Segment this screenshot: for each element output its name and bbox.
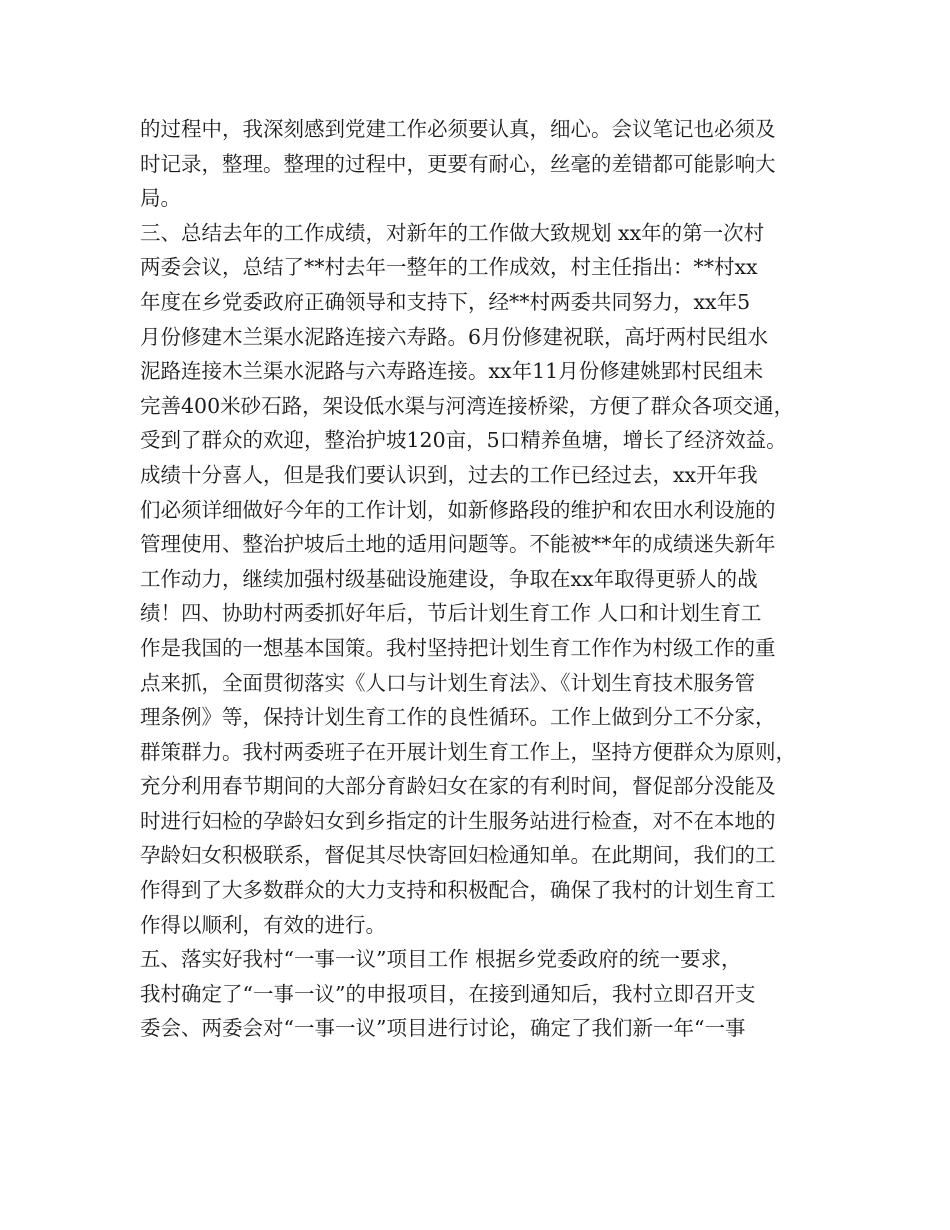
- text-line-6: 年度在乡党委政府正确领导和支持下，经**村两委共同努力，xx年5: [140, 289, 751, 314]
- body-text: [140, 112, 840, 1046]
- text-line-27: 委会、两委会对“一事一议”项目进行讨论，确定了我们新一年“一事: [140, 1016, 746, 1041]
- text-line-9: 完善400米砂石路，架设低水渠与河湾连接桥梁，方便了群众各项交通，: [140, 393, 795, 418]
- text-line-23: 作得到了大多数群众的大力支持和积极配合，确保了我村的计划生育工: [140, 878, 776, 903]
- text-line-18: 理条例》等，保持计划生育工作的良性循环。工作上做到分工不分家，: [140, 705, 776, 730]
- text-line-11: 成绩十分喜人，但是我们要认识到，过去的工作已经过去，xx开年我: [140, 462, 758, 487]
- text-line-2: 时记录，整理。整理的过程中，更要有耐心，丝毫的差错都可能影响大: [140, 151, 776, 176]
- text-line-12: 们必须详细做好今年的工作计划，如新修路段的维护和农田水利设施的: [140, 497, 776, 522]
- text-line-16: 作是我国的一想基本国策。我村坚持把计划生育工作作为村级工作的重: [140, 635, 776, 660]
- text-line-26: 我村确定了“一事一议”的申报项目，在接到通知后，我村立即召开支: [140, 981, 756, 1006]
- text-line-19: 群策群力。我村两委班子在开展计划生育工作上，坚持方便群众为原则，: [140, 739, 796, 764]
- text-line-25: 五、落实好我村“一事一议”项目工作 根据乡党委政府的统一要求，: [140, 947, 742, 972]
- text-line-17: 点来抓，全面贯彻落实《人口与计划生育法》、《计划生育技术服务管: [140, 670, 755, 695]
- text-line-4: 三、总结去年的工作成绩，对新年的工作做大致规划 xx年的第一次村: [140, 220, 765, 245]
- text-line-3: 局。: [140, 186, 181, 211]
- text-line-1: 的过程中，我深刻感到党建工作必须要认真，细心。会议笔记也必须及: [140, 117, 776, 141]
- text-line-22: 孕龄妇女积极联系，督促其尽快寄回妇检通知单。在此期间，我们的工: [140, 843, 776, 868]
- text-line-14: 工作动力，继续加强村级基础设施建设，争取在xx年取得更骄人的战: [140, 566, 758, 591]
- text-line-20: 充分利用春节期间的大部分育龄妇女在家的有利时间，督促部分没能及: [140, 774, 776, 799]
- text-line-7: 月份修建木兰渠水泥路连接六寿路。6月份修建祝联，高圩两村民组水: [140, 324, 769, 349]
- text-line-13: 管理使用、整治护坡后土地的适用问题等。不能被**年的成绩迷失新年: [140, 532, 776, 557]
- text-line-10: 受到了群众的欢迎，整治护坡120亩，5口精养鱼塘，增长了经济效益。: [140, 428, 787, 453]
- text-line-8: 泥路连接木兰渠水泥路与六寿路连接。xx年11月份修建姚郢村民组未: [140, 359, 764, 384]
- text-line-21: 时进行妇检的孕龄妇女到乡指定的计生服务站进行检查，对不在本地的: [140, 808, 776, 833]
- text-line-24: 作得以顺利，有效的进行。: [140, 912, 386, 937]
- text-line-5: 两委会议，总结了**村去年一整年的工作成效，村主任指出：**村xx: [140, 255, 758, 280]
- text-line-15: 绩！四、协助村两委抓好年后，节后计划生育工作 人口和计划生育工: [140, 601, 762, 626]
